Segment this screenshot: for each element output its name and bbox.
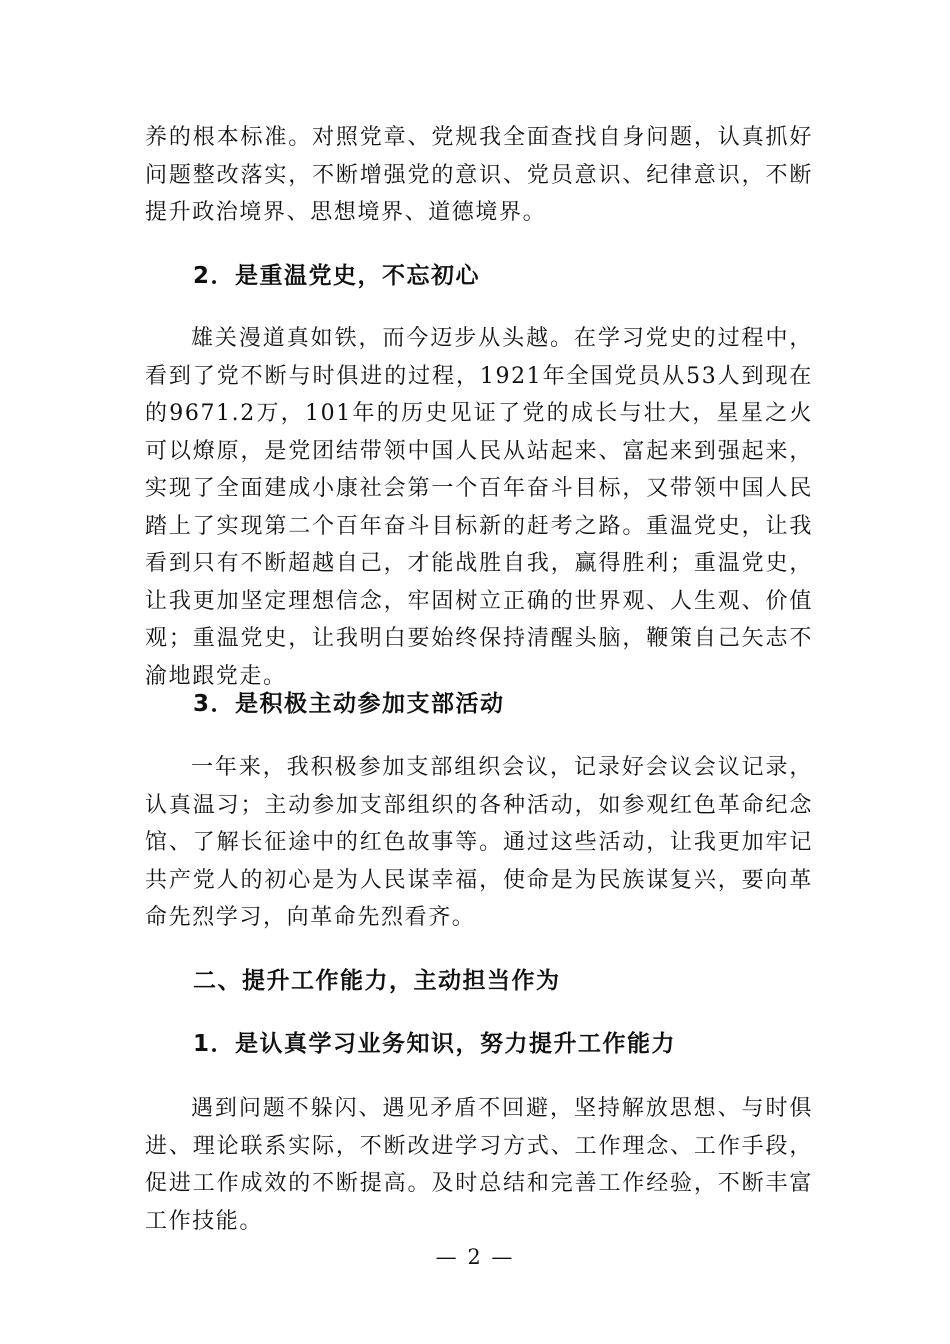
paragraph-review-party-history: 雄关漫道真如铁，而今迈步从头越。在学习党史的过程中，看到了党不断与时俱进的过程，1921年全国党员从53人到现在的9671.2万，101年的历史见证了党的成长与壮大，星星之火可以燎原，是党团结带领中国人民从站起来、富起来到强起来，实现了全面建成小康社会第一个百年奋斗目标，又带领中国人民踏上了实现第二个百年奋斗目标新的赶考之路。重温党史，让我看到只有不断超越自己，才能战胜自我，赢得胜利；重温党史，让我更加坚定理想信念，牢固树立正确的世界观、人生观、价值观；重温党史，让我明白要始终保持清醒头脑，鞭策自己矢志不渝地跟党走。	[145, 326, 813, 689]
heading-study-business-knowledge: 1．是认真学习业务知识，努力提升工作能力	[193, 1031, 677, 1057]
page-number: — 2 —	[435, 1245, 515, 1269]
heading-review-party-history: 2．是重温党史，不忘初心	[193, 263, 481, 289]
paragraph-branch-activities: 一年来，我积极参加支部组织会议，记录好会议会议记录，认真温习；主动参加支部组织的各种活动，如参观红色革命纪念馆、了解长征途中的红色故事等。通过这些活动，让我更加牢记共产党人的初心是为人民谋幸福，使命是为民族谋复兴，要向革命先烈学习，向革命先烈看齐。	[145, 755, 813, 930]
section-heading-work-ability: 二、提升工作能力，主动担当作为	[193, 968, 561, 994]
paragraph-study-business-knowledge: 遇到问题不躲闪、遇见矛盾不回避，坚持解放思想、与时俱进、理论联系实际，不断改进学习方式、工作理念、工作手段，促进工作成效的不断提高。及时总结和完善工作经验，不断丰富工作技能。	[145, 1096, 813, 1234]
heading-branch-activities: 3．是积极主动参加支部活动	[193, 691, 505, 717]
paragraph-party-standards-continued: 养的根本标准。对照党章、党规我全面查找自身问题，认真抓好问题整改落实，不断增强党的意识、党员意识、纪律意识，不断提升政治境界、思想境界、道德境界。	[145, 125, 813, 225]
